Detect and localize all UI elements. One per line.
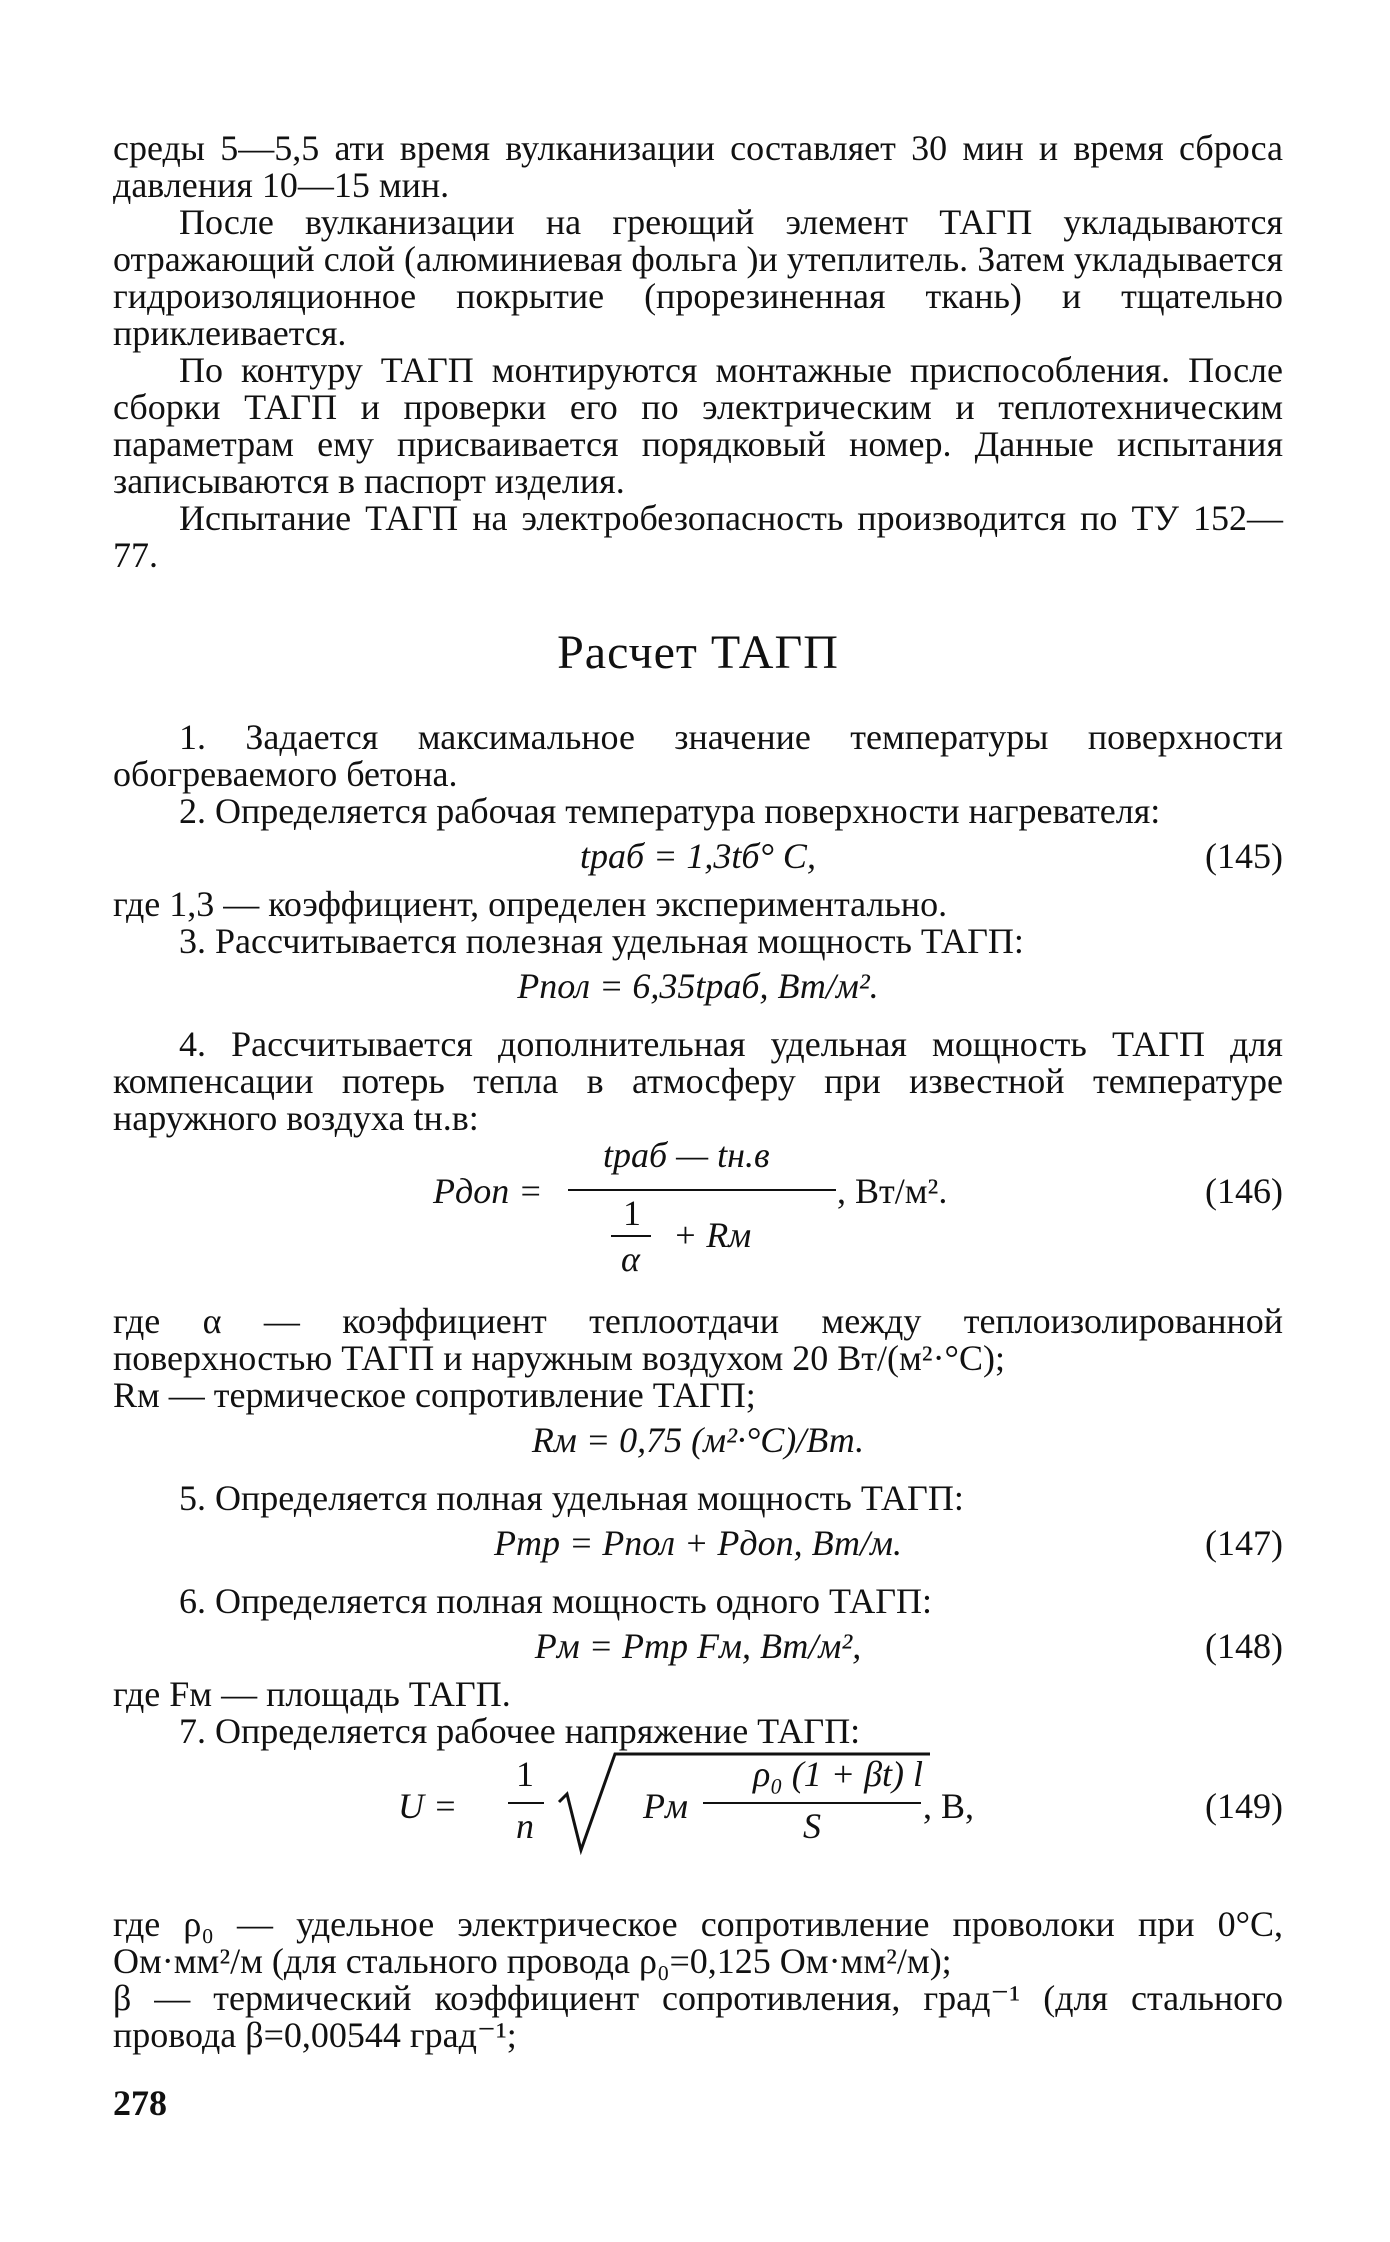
- step-4: 4. Рассчитывается дополнительная удельная мощность ТАГП для компенсации потерь тепла в атмосферу при известной температуре наружного воздуха tн.в:: [113, 1024, 1283, 1138]
- paragraph: По контуру ТАГП монтируются монтажные приспособления. После сборки ТАГП и проверки его по электрическим и теплотехническим параметрам ему присваивается порядковый номер. Данные испытания записываются в паспорт изделия.: [113, 350, 1283, 501]
- explanation: где 1,3 — коэффициент, определен экспериментально.: [113, 884, 948, 924]
- formula-rm: [113, 1414, 1283, 1470]
- section-heading: Расчет ТАГП: [557, 626, 839, 679]
- step-5: 5. Определяется полная удельная мощность ТАГП:: [179, 1478, 964, 1518]
- step-1: 1. Задается максимальное значение температуры поверхности обогреваемого бетона.: [113, 717, 1283, 794]
- formula-lhs: Pдоп =: [433, 1171, 543, 1211]
- paragraph: После вулканизации на греющий элемент ТАГП укладываются отражающий слой (алюминиевая фольга )и утеплитель. Затем укладывается гидроизоляционное покрытие (прорезиненная ткань) и тщательно приклеивается.: [113, 202, 1283, 353]
- equation-number: (148): [1205, 1626, 1283, 1666]
- formula-147: [113, 1517, 1283, 1573]
- formula-lhs: U =: [398, 1786, 458, 1826]
- denominator-term: + Rм: [673, 1215, 752, 1255]
- step-3: 3. Рассчитывается полезная удельная мощность ТАГП:: [179, 921, 1024, 961]
- equation-number: (146): [1205, 1171, 1283, 1211]
- formula-text: Pпол = 6,35tраб, Вт/м².: [517, 966, 879, 1006]
- fraction-bar: [508, 1802, 544, 1804]
- radicand-factor: Pм: [643, 1786, 688, 1826]
- formula-text: Pтр = Pпол + Pдоп, Вт/м.: [494, 1523, 902, 1563]
- inner-fraction-bar: [611, 1235, 651, 1237]
- inner-numerator: 1: [623, 1193, 641, 1233]
- equation-number: (145): [1205, 836, 1283, 876]
- formula-pol: [113, 960, 1283, 1016]
- formula-146: [113, 1137, 1283, 1277]
- equation-number: (149): [1205, 1786, 1283, 1826]
- equation-number: (147): [1205, 1523, 1283, 1563]
- radicand-denominator: S: [803, 1806, 821, 1846]
- fraction-bar: [568, 1189, 836, 1191]
- formula-text: Rм = 0,75 (м²·°С)/Вт.: [531, 1420, 865, 1460]
- radicand-fraction-bar: [703, 1802, 921, 1804]
- page-number: 278: [113, 2083, 167, 2123]
- step-7: 7. Определяется рабочее напряжение ТАГП:: [179, 1711, 861, 1751]
- fraction-numerator: tраб — tн.в: [603, 1135, 770, 1175]
- radicand-numerator: ρ₀ (1 + βt) l: [753, 1754, 923, 1794]
- paragraph: Испытание ТАГП на электробезопасность производится по ТУ 152—77.: [113, 498, 1283, 575]
- page-body: [113, 130, 1283, 2054]
- step-6: 6. Определяется полная мощность одного ТАГП:: [179, 1581, 933, 1621]
- fraction-denominator: n: [516, 1806, 534, 1846]
- formula-text: tраб = 1,3tб° С,: [580, 836, 816, 876]
- formula-unit: , В,: [923, 1786, 975, 1826]
- formula-unit: , Вт/м².: [837, 1171, 948, 1211]
- inner-denominator: α: [621, 1239, 640, 1279]
- formula-145: [113, 830, 1283, 886]
- explanation: где ρ₀ — удельное электрическое сопротивление проволоки при 0°С, Ом·мм²/м (для стального провода ρ₀=0,125 Ом·мм²/м);: [113, 1904, 1283, 1981]
- explanation: где Fм — площадь ТАГП.: [113, 1674, 511, 1714]
- paragraph: среды 5—5,5 ати время вулканизации составляет 30 мин и время сброса давления 10—15 мин.: [113, 128, 1283, 205]
- fraction-numerator: 1: [516, 1754, 534, 1794]
- explanation: β — термический коэффициент сопротивления, град⁻¹ (для стального провода β=0,00544 град⁻¹;: [113, 1978, 1283, 2055]
- formula-149: [113, 1750, 1283, 1880]
- explanation: где α — коэффициент теплоотдачи между теплоизолированной поверхностью ТАГП и наружным воздухом 20 Вт/(м²·°С);: [113, 1301, 1283, 1378]
- formula-text: Pм = Pтр Fм, Вт/м²,: [534, 1626, 862, 1666]
- explanation: Rм — термическое сопротивление ТАГП;: [113, 1375, 756, 1415]
- formula-148: [113, 1620, 1283, 1676]
- step-2: 2. Определяется рабочая температура поверхности нагревателя:: [179, 791, 1161, 831]
